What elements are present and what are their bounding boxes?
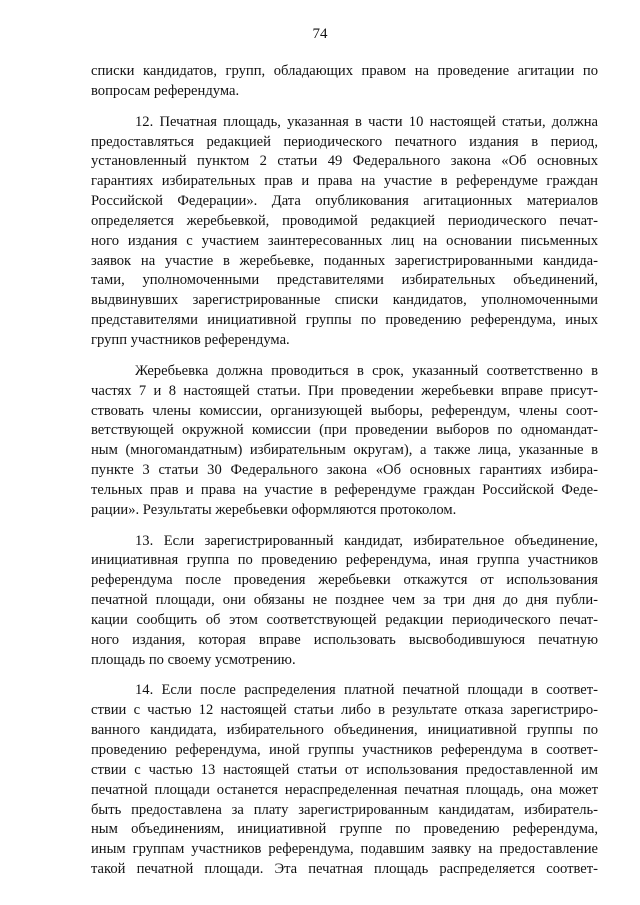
text-line: ствовать члены комиссии, организующей выборы, референдум, члены соот- (91, 402, 598, 419)
text-line: предоставляться редакцией периодического печатного издания в период, (91, 133, 598, 150)
text-line: установленный пунктом 2 статьи 49 Федерального закона «Об основных (91, 153, 598, 170)
text-line: рации». Результаты жеребьевки оформляются протоколом. (91, 501, 457, 518)
text-line: ствии с частью 13 настоящей статьи от использования предоставленной им (91, 761, 598, 778)
document-body (91, 62, 598, 891)
text-line: Российской Федерации». Дата опубликования агитационных материалов (91, 193, 598, 210)
text-line: 13. Если зарегистрированный кандидат, избирательное объединение, (135, 532, 598, 549)
text-line: определяется жеребьевкой, проводимой редакцией периодического печат- (91, 212, 598, 229)
text-line: групп участников референдума. (91, 331, 290, 348)
text-line: кации сообщить об этом соответствующей редакции периодического печат- (91, 611, 598, 628)
text-line: ствии с частью 12 настоящей статьи либо в результате отказа зарегистриро- (91, 702, 598, 719)
text-line: ным объединениям, инициативной группе по проведению референдума, (91, 821, 598, 838)
text-line: 12. Печатная площадь, указанная в части 10 настоящей статьи, должна (135, 113, 598, 130)
paragraph-drawing-lots (91, 362, 598, 521)
paragraph-item-12 (91, 113, 598, 351)
text-line: ного издания с участием заинтересованных лиц на основании письменных (91, 232, 598, 249)
text-line: выдвинувших зарегистрированные списки кандидатов, уполномоченными (91, 292, 598, 309)
paragraph-item-13 (91, 532, 598, 671)
page-number: 74 (312, 26, 328, 42)
text-line: заявок на участие в жеребьевке, поданных зарегистрированными кандида- (91, 252, 598, 269)
text-line: Жеребьевка должна проводиться в срок, указанный соответственно в (135, 362, 598, 379)
text-line: 14. Если после распределения платной печатной площади в соответ- (135, 682, 598, 699)
text-line: тами, уполномоченными представителями избирательных объединений, (91, 272, 598, 289)
text-line: тельных прав и права на участие в референдуме граждан Российской Феде- (91, 481, 598, 498)
text-line: такой печатной площади. Эта печатная площадь распределяется соответ- (91, 861, 598, 878)
paragraph-item-14 (91, 681, 598, 879)
paragraph-continuation (91, 62, 598, 102)
text-line: референдума после проведения жеребьевки откажутся от использования (91, 572, 598, 589)
text-line: печатной площади, они обязаны не позднее чем за три дня до дня публи- (91, 592, 598, 609)
text-line: инициативная группа по проведению референдума, иная группа участников (91, 552, 598, 569)
text-line: ванного кандидата, избирательного объединения, инициативной группы по (91, 722, 598, 739)
text-line: представителями инициативной группы по проведению референдума, иных (91, 312, 598, 329)
text-line: быть предоставлена за плату зарегистрированным кандидатам, избиратель- (91, 801, 598, 818)
text-line: ного издания, которая вправе использовать высвободившуюся печатную (91, 631, 598, 648)
text-line: ветствующей окружной комиссии (при проведении выборов по одномандат- (91, 422, 598, 439)
text-line: частях 7 и 8 настоящей статьи. При проведении жеребьевки вправе присут- (91, 382, 598, 399)
text-line: печатной площади останется нераспределенная печатная площадь, она может (91, 781, 598, 798)
text-line: списки кандидатов, групп, обладающих правом на проведение агитации по (91, 63, 598, 79)
text-line: иным группам участников референдума, подавшим заявку на предоставление (91, 841, 598, 858)
text-line: пункте 3 статьи 30 Федерального закона «Об основных гарантиях избира- (91, 462, 598, 479)
text-line: проведению референдума, иной группы участников референдума в соответ- (91, 742, 598, 758)
text-line: вопросам референдума. (91, 82, 240, 99)
text-line: площадь по своему усмотрению. (91, 651, 296, 668)
text-line: ным (многомандатным) избирательным округам), а также лица, указанные в (91, 442, 598, 459)
text-line: гарантиях избирательных прав и права на участие в референдуме граждан (91, 173, 598, 190)
